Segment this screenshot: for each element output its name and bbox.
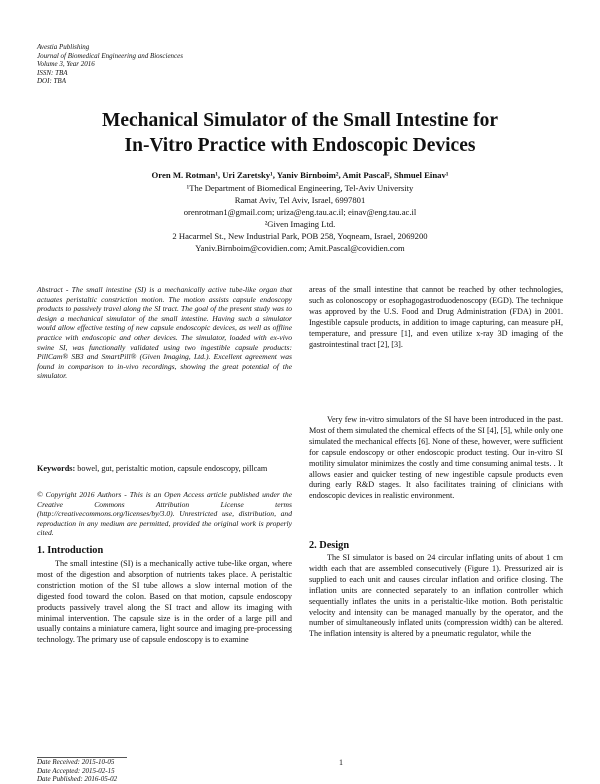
affiliation-line: Ramat Aviv, Tel Aviv, Israel, 6997801 [234,195,366,206]
date-accepted: Date Accepted: 2015-02-15 [37,766,115,775]
introduction-text: The small intestine (SI) is a mechanically active tube-like organ, where most of the digestion and absorption of nutrients takes place. A peristaltic constriction motion of the SI tube allows a slow internal motion of the digested food toward the colon. Based on that motion, capsule endoscopy products passively travel along the SI tract and allow its imaging with minimal intervention. The capsule size is in the order of a large pill and usually contains a miniature camera, light source and imaging pre-processing technology. The primary use of capsule endoscopy is to examine [37,559,292,645]
paper-title: Mechanical Simulator of the Small Intestine for In-Vitro Practice with Endoscopic Devices [101,110,499,156]
publication-dates [37,758,117,784]
affiliation-line: ²Given Imaging Ltd. [264,219,336,230]
publisher: Avestia Publishing [37,43,90,51]
keywords-label: Keywords: [37,464,76,473]
journal-header [37,43,183,86]
journal-name: Journal of Biomedical Engineering and Biosciences [37,51,183,60]
affiliation-line: ¹The Department of Biomedical Engineering, Tel-Aviv University [186,183,414,193]
section-heading-introduction: 1. Introduction [37,545,104,556]
abstract: Abstract - The small intestine (SI) is a mechanically active tube-like organ that actuates peristaltic constriction motion. The motion assists capsule endoscopy products to passively travel along the SI tract. The goal of the present study was to design a mechanical simulator of the small intestine. Having such a simulator would allow effective testing of new capsule endoscopic devices, as well as offline practice with endoscopic and other devices. The simulator, loaded with ex-vivo swine SI, was functionally validated using two ingestible capsule products: PillCam® SB3 and SmartPill® (Given Imaging, Ltd.). Excellent agreement was found in comparison to in-vivo recordings, showing the great potential of the simulator. [37,285,292,381]
affiliations [0,182,600,255]
affiliation-line: 2 Hacarmel St., New Industrial Park, POB 258, Yoqneam, Israel, 2069200 [172,231,428,242]
issn: ISSN: TBA [37,68,68,77]
keywords-text: bowel, gut, peristaltic motion, capsule endoscopy, pillcam [75,464,268,473]
doi: DOI: TBA [37,77,66,85]
body-paragraph: Very few in-vitro simulators of the SI have been introduced in the past. Most of them simulated the chemical effects of the SI [4], [5], while only one simulated the mechanical effects [6]. None of these, however, were sufficient for capsule endoscopy or other endoscopic product testing. Our in-vitro SI motility simulator minimizes the costly and time consuming animal tests. . It allows easier and quicker testing of new ingestible capsule products even during early R&D stages. It also facilitates training of clinicians with endoscopic devices in realistic environment. [309,415,563,501]
author-list: Oren M. Rotman¹, Uri Zaretsky¹, Yaniv Birnboim², Amit Pascal², Shmuel Einav¹ [151,170,449,180]
section-heading-design: 2. Design [309,540,350,551]
body-paragraph: areas of the small intestine that cannot be reached by other technologies, such as colonoscopy or esophagogastroduodenoscopy (EGD). The technique was approved by the U.S. Food and Drug Administration (FDA) in 2001. Ingestible capsule products, in addition to image capturing, can measure pH, temperature, and pressure [1], and even utilize x-ray 3D imaging of the gastrointestinal tract [2], [3]. [309,285,563,349]
date-received: Date Received: 2015-10-05 [37,758,115,766]
copyright-notice: © Copyright 2016 Authors - This is an Open Access article published under the Creative Commons Attribution License terms (http://creativecommons.org/licenses/by/3.0). Unrestricted use, distribution, and reproduction in any medium are permitted, provided the original work is properly cited. [37,490,292,538]
design-text: The SI simulator is based on 24 circular inflating units of about 1 cm width each that are assembled consecutively (Figure 1). Pressurized air is supplied to each unit and causes circular inflation and orifice closing. The inflation units are connected separately to an inflation controller which sequentially inflates the units in a peristaltic-like motion. Both peristaltic velocity and intensity can be managed manually by the operator, and the number of simultaneously inflated units (compression width) can be altered. The inflation intensity is altered by a pneumatic regulator, while the [309,553,563,639]
date-published: Date Published: 2016-05-02 [37,775,118,784]
keywords [37,463,292,474]
email-line: Yaniv.Birnboim@covidien.com; Amit.Pascal@covidien.com [195,243,405,254]
volume: Volume 3, Year 2016 [37,60,95,68]
page-number: 1 [339,758,343,767]
email-line: orenrotman1@gmail.com; uriza@eng.tau.ac.il; einav@eng.tau.ac.il [183,207,417,218]
